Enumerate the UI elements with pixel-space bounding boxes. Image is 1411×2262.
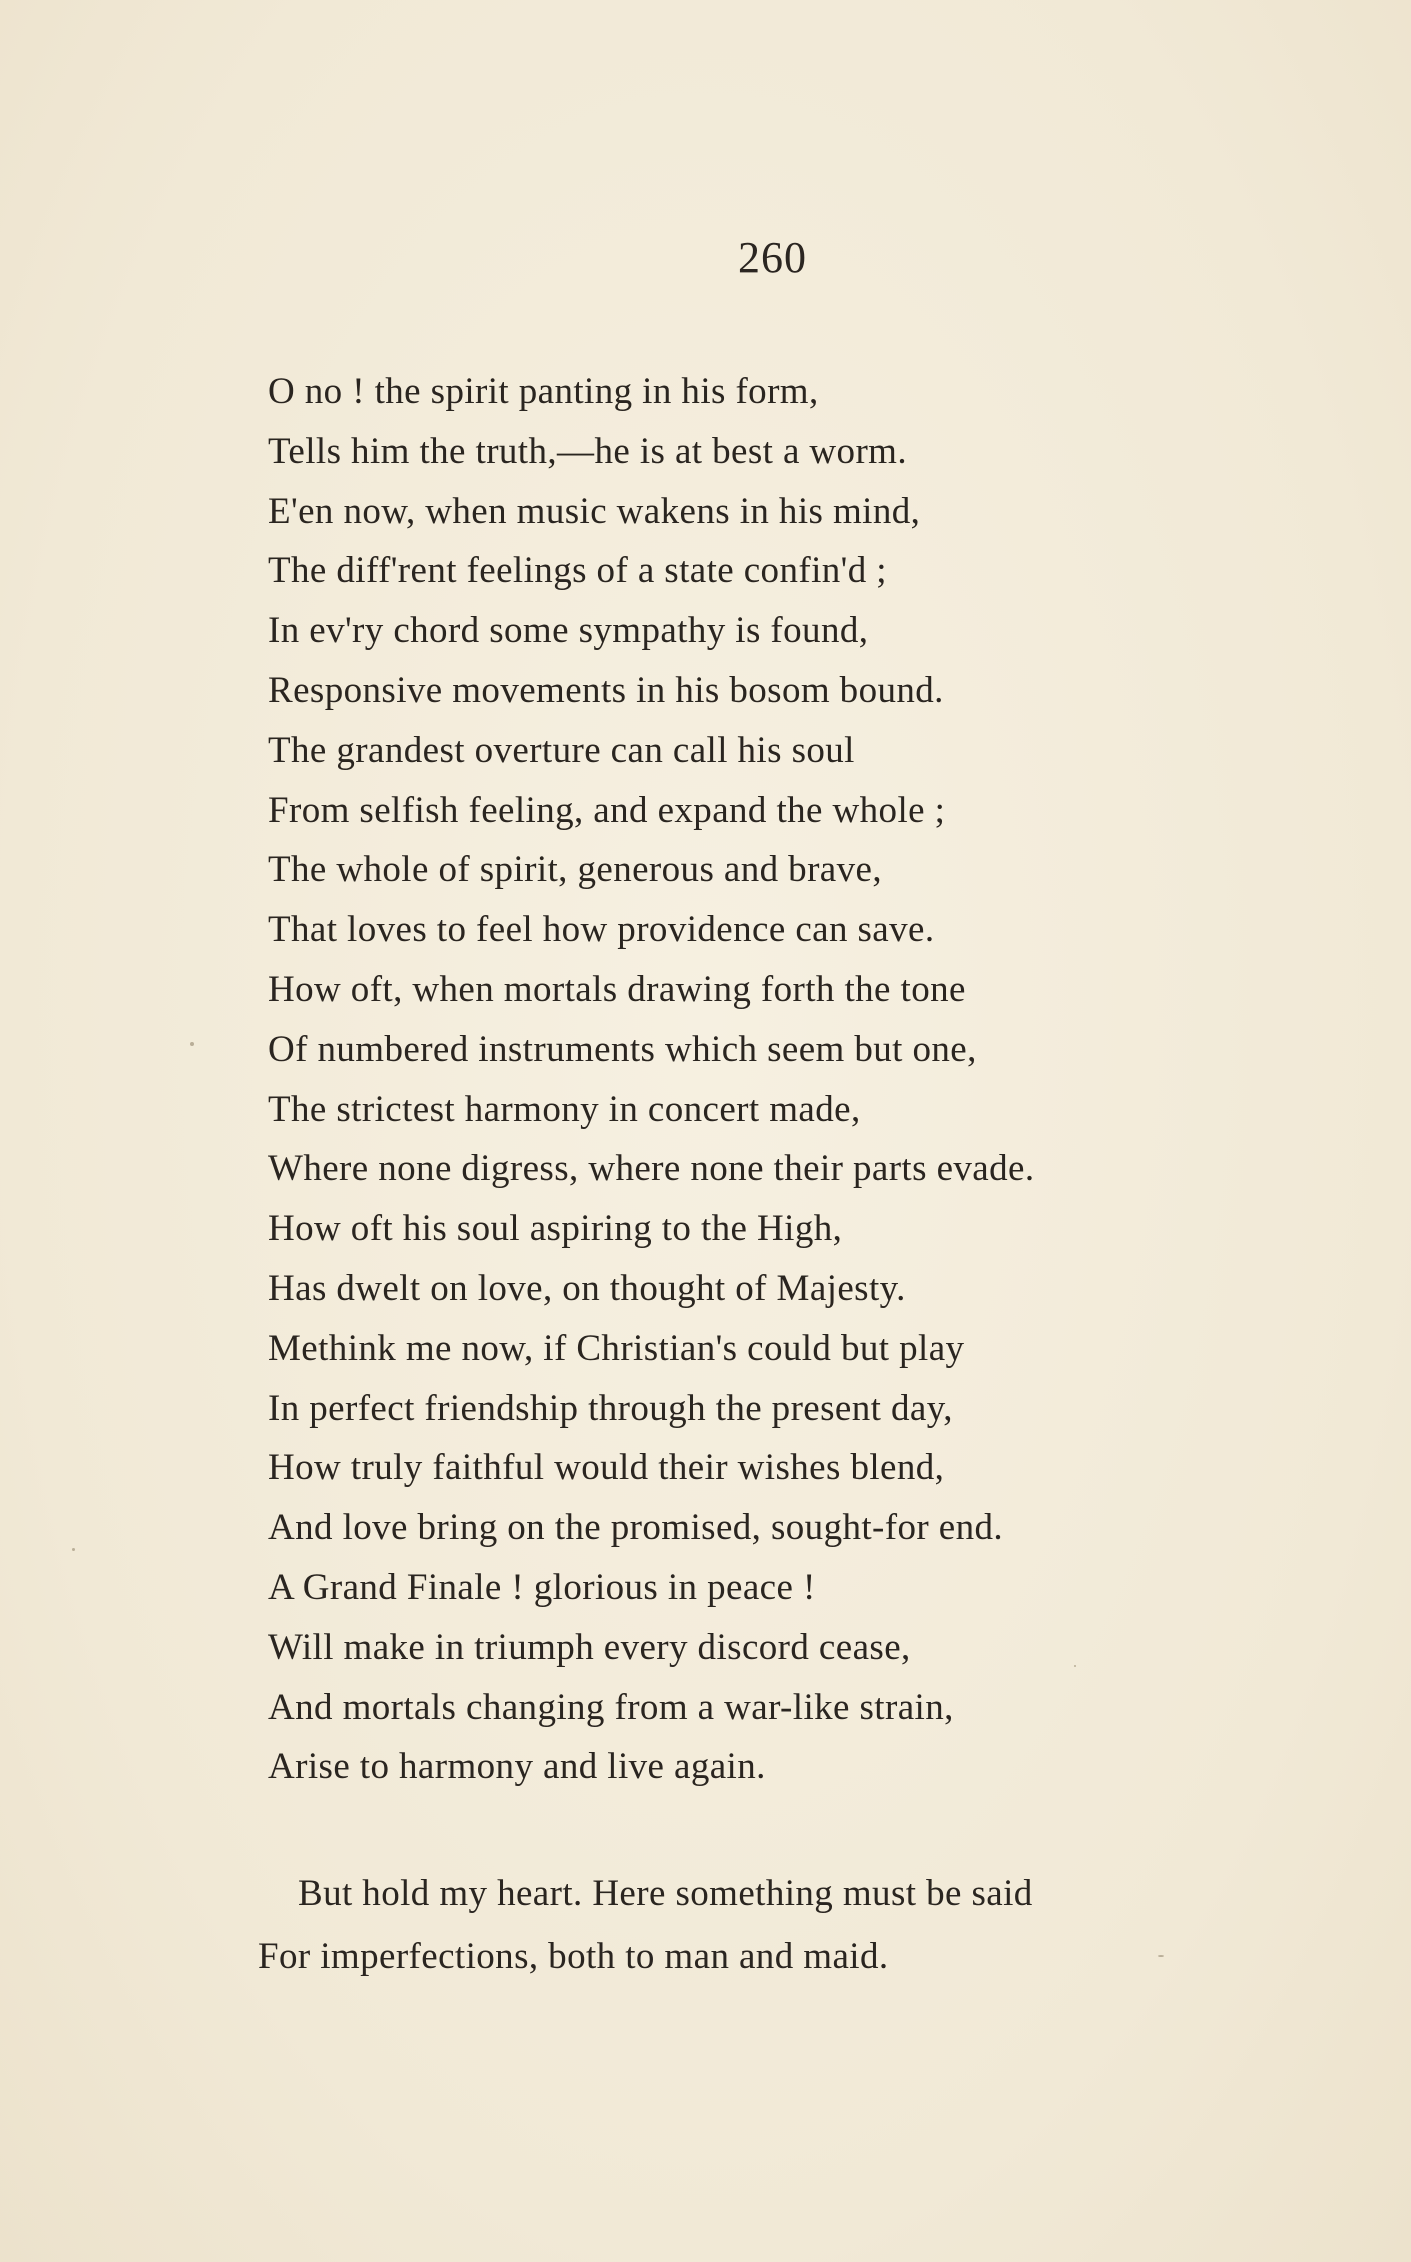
poem-line: How oft his soul aspiring to the High, — [268, 1208, 843, 1250]
poem-line: E'en now, when music wakens in his mind, — [268, 490, 921, 532]
page-number: 260 — [738, 233, 807, 282]
poem-line: Tells him the truth,—he is at best a worm. — [268, 430, 907, 472]
poem-line: How truly faithful would their wishes blend, — [268, 1447, 945, 1489]
poem-line: Has dwelt on love, on thought of Majesty. — [268, 1267, 906, 1309]
poem-line: That loves to feel how providence can save. — [268, 909, 935, 951]
poem-stanza-1 — [268, 362, 1034, 1797]
poem-line: A Grand Finale ! glorious in peace ! — [268, 1566, 816, 1608]
poem-line: The diff'rent feelings of a state confin'd ; — [268, 550, 887, 592]
poem-line: Methink me now, if Christian's could but play — [268, 1327, 965, 1369]
poem-line: O no ! the spirit panting in his form, — [268, 371, 819, 412]
poem-stanza-2 — [258, 1862, 1033, 1988]
poem-line: Of numbered instruments which seem but one, — [268, 1028, 977, 1070]
poem-line: Responsive movements in his bosom bound. — [268, 669, 944, 711]
poem-line: How oft, when mortals drawing forth the tone — [268, 968, 966, 1010]
poem-line: From selfish feeling, and expand the whole ; — [268, 789, 946, 831]
poem-line: The grandest overture can call his soul — [268, 729, 855, 771]
poem-line: Where none digress, where none their parts evade. — [268, 1148, 1035, 1190]
poem-line: In ev'ry chord some sympathy is found, — [268, 610, 869, 652]
poem-line: But hold my heart. Here something must be said — [298, 1873, 1033, 1914]
poem-line: Will make in triumph every discord cease, — [268, 1626, 911, 1668]
poem-line: And mortals changing from a war-like strain, — [268, 1686, 954, 1728]
poem-line: The strictest harmony in concert made, — [268, 1088, 861, 1130]
poem-line: In perfect friendship through the present day, — [268, 1387, 953, 1429]
paper-speck — [1074, 1665, 1076, 1667]
poem-line: For imperfections, both to man and maid. — [258, 1936, 889, 1977]
poem-line: The whole of spirit, generous and brave, — [268, 849, 882, 891]
paper-speck — [1158, 1955, 1164, 1957]
poem-line: Arise to harmony and live again. — [268, 1746, 766, 1788]
poem-line: And love bring on the promised, sought-for end. — [268, 1507, 1004, 1549]
paper-speck — [190, 1042, 194, 1046]
paper-speck — [72, 1548, 75, 1551]
